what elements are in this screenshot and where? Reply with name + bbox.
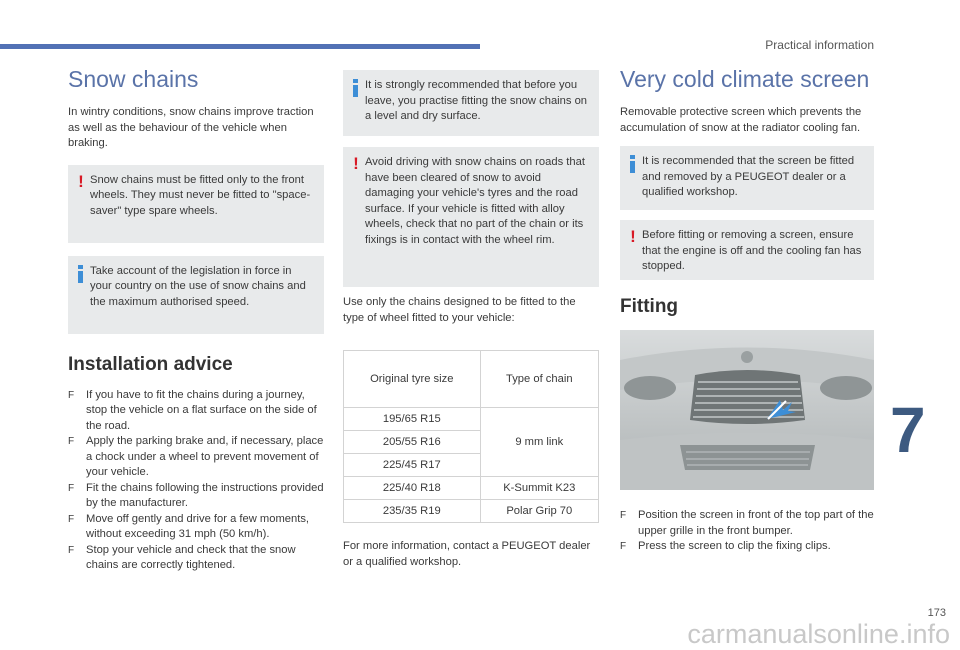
fitting-list xyxy=(620,508,874,555)
table-row xyxy=(344,477,599,500)
warning-note-front-wheels xyxy=(68,165,324,243)
table-header-chain-type: Type of chain xyxy=(480,351,598,408)
cold-climate-intro: Removable protective screen which prevents the accumulation of snow at the radiator cooling fan. xyxy=(620,106,862,134)
chain-use-text: Use only the chains designed to be fitted to the type of wheel fitted to your vehicle: xyxy=(343,296,576,324)
bullet-icon: F xyxy=(68,513,75,525)
chain-size-table xyxy=(343,350,599,523)
bullet-icon: F xyxy=(68,436,75,447)
installation-advice-title: Installation advice xyxy=(68,353,233,375)
info-text: It is recommended that the screen be fitted and removed by a PEUGEOT dealer or a qualified workshop. xyxy=(642,155,855,198)
info-text: Take account of the legislation in force in your country on the use of snow chains and the maximum authorised speed. xyxy=(90,264,306,308)
list-item: F Move off gently and drive for a few moments, without exceeding 31 mph (50 km/h). xyxy=(68,512,310,540)
list-item: F Apply the parking brake and, if necessary, place a chock under a wheel to prevent movement of your vehicle. xyxy=(68,435,324,478)
snow-chains-column xyxy=(68,60,324,574)
table-cell: 195/65 R15 xyxy=(344,408,481,431)
section-title: Practical information xyxy=(765,38,874,52)
table-cell: 225/45 R17 xyxy=(344,454,481,477)
bullet-icon: F xyxy=(68,544,75,556)
table-row xyxy=(344,408,599,431)
chapter-number: 7 xyxy=(890,394,926,466)
table-cell: 225/40 R18 xyxy=(344,477,481,500)
contact-text: For more information, contact a PEUGEOT dealer or a qualified workshop. xyxy=(343,540,591,568)
bullet-icon: F xyxy=(620,510,627,521)
front-grille-photo xyxy=(620,330,874,490)
watermark: carmanualsonline.info xyxy=(687,619,950,649)
car-front-illustration xyxy=(620,330,874,490)
cold-climate-title: Very cold climate screen xyxy=(620,66,870,92)
list-item: F Fit the chains following the instructions provided by the manufacturer. xyxy=(68,481,324,509)
warning-icon: ! xyxy=(630,227,636,246)
table-header-tyre-size: Original tyre size xyxy=(344,351,481,408)
list-item: F Position the screen in front of the top part of the upper grille in the front bumper. xyxy=(620,509,874,537)
table-row xyxy=(344,500,599,523)
table-cell: 9 mm link xyxy=(480,408,598,477)
bullet-icon: F xyxy=(620,541,627,552)
bullet-icon: F xyxy=(68,389,75,401)
table-cell: 235/35 R19 xyxy=(344,500,481,523)
warning-text: Snow chains must be fitted only to the front wheels. They must never be fitted to "space-saver" type spare wheels. xyxy=(90,173,311,217)
snow-chains-title: Snow chains xyxy=(68,66,199,92)
warning-note-engine-off xyxy=(620,220,874,280)
list-item: F Press the screen to clip the fixing clips. xyxy=(620,539,874,555)
installation-advice-list xyxy=(68,388,324,574)
info-icon xyxy=(76,265,86,283)
info-icon xyxy=(351,79,361,97)
middle-column xyxy=(343,70,599,570)
cold-climate-column xyxy=(620,60,874,555)
warning-text: Avoid driving with snow chains on roads that have been cleared of snow to avoid damaging your vehicle's tyres and the road surface. If your vehicle is fitted with alloy wheels, check that no part of the chain or its fixings is in contact with the wheel rim. xyxy=(365,156,585,246)
table-cell: K-Summit K23 xyxy=(480,477,598,500)
warning-icon: ! xyxy=(353,154,359,173)
table-header-row xyxy=(344,351,599,408)
list-item: F Stop your vehicle and check that the snow chains are correctly tightened. xyxy=(68,543,296,571)
fitting-title: Fitting xyxy=(620,296,679,317)
table-cell: 205/55 R16 xyxy=(344,431,481,454)
header-accent-bar xyxy=(0,44,480,49)
list-item: F If you have to fit the chains during a journey, stop the vehicle on a flat surface on the side of the road. xyxy=(68,388,317,432)
snow-chains-intro: In wintry conditions, snow chains improve traction as well as the behaviour of the vehicle when braking. xyxy=(68,106,314,149)
bullet-icon: F xyxy=(68,482,75,494)
info-note-practise xyxy=(343,70,599,136)
warning-note-cleared-roads xyxy=(343,147,599,287)
info-note-legislation xyxy=(68,256,324,334)
info-text: It is strongly recommended that before you leave, you practise fitting the snow chains on a level and dry surface. xyxy=(365,79,588,122)
info-note-dealer xyxy=(620,146,874,210)
warning-icon: ! xyxy=(78,171,84,191)
page-number: 173 xyxy=(927,607,946,619)
warning-text: Before fitting or removing a screen, ensure that the engine is off and the cooling fan has stopped. xyxy=(642,229,862,272)
info-icon xyxy=(628,155,638,173)
table-cell: Polar Grip 70 xyxy=(480,500,598,523)
